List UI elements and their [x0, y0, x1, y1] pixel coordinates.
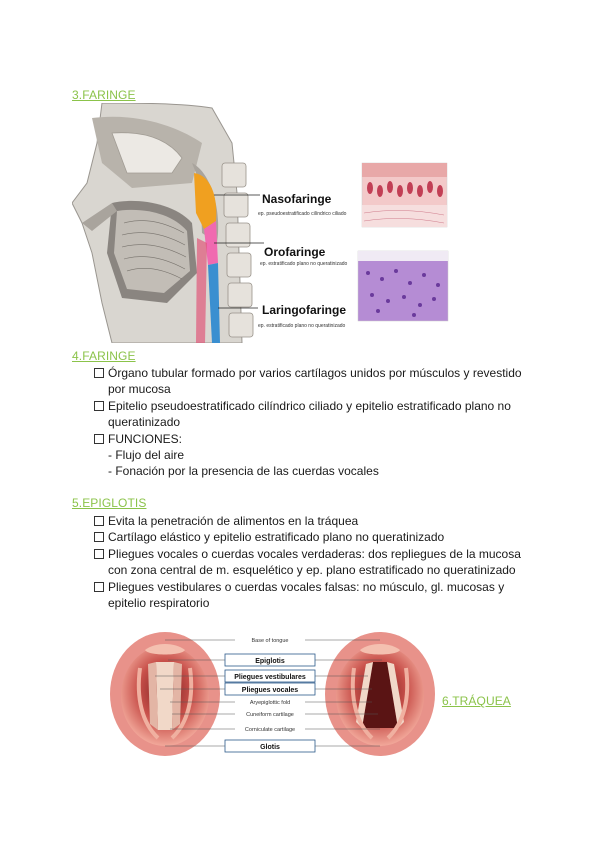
pliegues-vestibulares-label: Pliegues vestibulares — [234, 674, 306, 681]
section-heading-faringe-4: 4.FARINGE — [72, 349, 136, 363]
list-item: Cartílago elástico y epitelio estratificado plano no queratinizado — [94, 529, 534, 545]
list-item: Pliegues vocales o cuerdas vocales verdaderas: dos repliegues de la mucosa con zona central de m. esquelético y ep. plano estratificado no queratinizado — [94, 546, 534, 579]
ciliated-epithelium-micrograph — [362, 163, 447, 227]
nasofaringe-label: Nasofaringe — [262, 192, 332, 206]
laringofaringe-label: Laringofaringe — [262, 303, 347, 317]
checkbox-icon — [94, 516, 104, 526]
checkbox-icon — [94, 434, 104, 444]
function-item: - Fonación por la presencia de las cuerdas vocales — [108, 464, 379, 479]
list-item: Epitelio pseudoestratificado cilíndrico ciliado y epitelio estratificado plano no queratinizado — [94, 398, 534, 431]
larynx-view-right — [325, 632, 435, 756]
list-item: Órgano tubular formado por varios cartílagos unidos por músculos y revestido por mucosa — [94, 365, 534, 398]
sagittal-head-illustration — [72, 103, 253, 343]
aryepiglottic-fold-label: Aryepiglottic fold — [249, 700, 291, 706]
orofaringe-caption: ep. estratificado plano no queratinizado — [260, 261, 348, 267]
laringofaringe-caption: ep. estratificado plano no queratinizado — [258, 323, 346, 329]
pliegues-vocales-label: Pliegues vocales — [241, 687, 299, 694]
checkbox-icon — [94, 368, 104, 378]
section-heading-traquea: 6.TRÁQUEA — [442, 694, 511, 708]
list-item: FUNCIONES: — [94, 431, 534, 447]
larynx-view-left — [110, 632, 220, 756]
nasofaringe-caption: ep. pseudoestratificado cilíndrico ciliado — [258, 211, 347, 217]
checkbox-icon — [94, 532, 104, 542]
orofaringe-label: Orofaringe — [264, 245, 326, 259]
function-item: - Flujo del aire — [108, 448, 185, 463]
list-item: Evita la penetración de alimentos en la tráquea — [94, 513, 534, 529]
checkbox-icon — [94, 549, 104, 559]
pharynx-figure — [72, 103, 482, 343]
epiglotis-bullet-list — [94, 513, 534, 611]
section-heading-faringe-3: 3.FARINGE — [72, 88, 136, 102]
base-of-tongue-label: Base of tongue — [251, 638, 289, 644]
stratified-epithelium-micrograph — [358, 251, 448, 321]
checkbox-icon — [94, 582, 104, 592]
section-heading-epiglotis: 5.EPIGLOTIS — [72, 496, 147, 510]
cuneiform-cartilage-label: Cuneiform cartilage — [246, 712, 294, 718]
epiglotis-label: Epiglotis — [255, 658, 285, 665]
checkbox-icon — [94, 401, 104, 411]
glotis-label: Glotis — [260, 744, 280, 751]
list-item: Pliegues vestibulares o cuerdas vocales falsas: no músculo, gl. mucosas y epitelio respiratorio — [94, 579, 534, 612]
larynx-figure — [110, 628, 438, 764]
faringe-bullet-list — [94, 365, 534, 480]
corniculate-cartilage-label: Corniculate cartilage — [244, 727, 296, 733]
